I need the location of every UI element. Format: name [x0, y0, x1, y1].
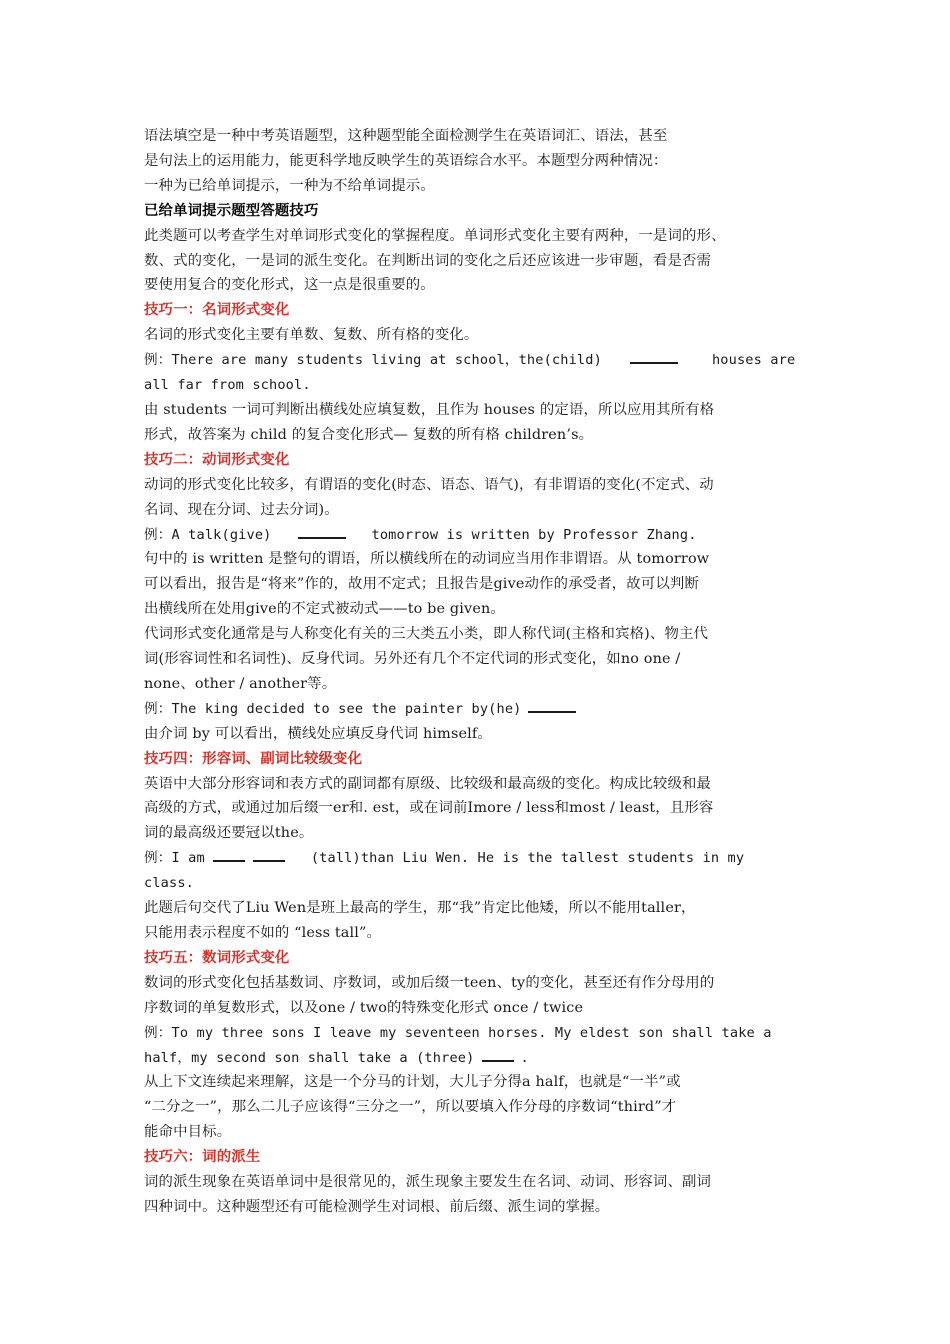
tip2-heading: 技巧二：动词形式变化 — [144, 451, 290, 468]
tip5-desc: 序数词的单复数形式，以及one / two的特殊变化形式 once / twice — [144, 999, 584, 1016]
tip3-desc: 代词形式变化通常是与人称变化有关的三大类五小类，即人称代词(主格和宾格)、物主代 — [144, 626, 709, 643]
intro-line: 一种为已给单词提示，一种为不给单词提示。 — [144, 177, 435, 194]
tip5-example — [144, 1046, 808, 1071]
tip6-desc: 四种词中。这种题型还有可能检测学生对词根、前后缀、派生词的掌握。 — [144, 1198, 610, 1215]
explanation-line: 句中的 is written 是整句的谓语，所以横线所在的动词应当用作非谓语。从 tomorrow — [144, 551, 710, 568]
tip1-example — [144, 348, 808, 373]
explanation-line: 此题后句交代了Liu Wen是班上最高的学生，那“我”肯定比他矮，所以不能用taller， — [144, 900, 696, 917]
fill-blank — [253, 848, 285, 862]
explanation-line: 由介词 by 可以看出，横线处应填反身代词 himself。 — [144, 725, 492, 742]
intro-line: 语法填空是一种中考英语题型，这种题型能全面检测学生在英语词汇、语法，甚至 — [144, 128, 668, 144]
example-text: 例：There are many students living at school，the(child) — [144, 352, 602, 369]
tip4-desc: 英语中大部分形容词和表方式的副词都有原级、比较级和最高级的变化。构成比较级和最 — [144, 775, 712, 792]
tip2-example — [144, 523, 808, 548]
tip6-desc: 词的派生现象在英语单词中是很常见的，派生现象主要发生在名词、动词、形容词、副词 — [144, 1174, 712, 1191]
tip4-desc: 高级的方式，或通过加后缀一er和. est，或在词前Imore / less和most / least，且形容 — [144, 800, 714, 817]
intro-line: 是句法上的运用能力，能更科学地反映学生的英语综合水平。本题型分两种情况： — [144, 152, 668, 169]
example-text: 例：The king decided to see the painter by(he) — [144, 700, 522, 717]
main-heading: 已给单词提示题型答题技巧 — [144, 202, 319, 219]
explanation-line: 只能用表示程度不如的 “less tall”。 — [144, 925, 382, 941]
paragraph-line: 此类题可以考查学生对单词形式变化的掌握程度。单词形式变化主要有两种，一是词的形、 — [144, 227, 726, 244]
example-text: . — [520, 1049, 529, 1066]
example-text: half，my second son shall take a (three) — [144, 1049, 475, 1066]
tip3-desc: none、other / another等。 — [144, 675, 337, 692]
tip3-desc: 词(形容词性和名词性)、反身代词。另外还有几个不定代词的形式变化，如no one / — [144, 651, 681, 668]
explanation-line: 由 students 一词可判断出横线处应填复数，且作为 houses 的定语，所以应用其所有格 — [144, 401, 715, 418]
paragraph-line: 数、式的变化，一是词的派生变化。在判断出词的变化之后还应该进一步审题，看是否需 — [144, 252, 712, 269]
explanation-line: 形式，故答案为 child 的复合变化形式— 复数的所有格 children’s。 — [144, 426, 594, 443]
tip4-example — [144, 846, 808, 871]
tip6-heading: 技巧六：词的派生 — [144, 1149, 261, 1166]
explanation-line: 可以看出，报告是“将来”作的，故用不定式；且报告是give动作的承受者，故可以判断 — [144, 576, 699, 593]
fill-blank — [528, 699, 576, 713]
tip2-desc: 名词、现在分词、过去分词)。 — [144, 501, 339, 518]
example-text: (tall)than Liu Wen. He is the tallest students in my — [310, 850, 745, 867]
tip4-heading: 技巧四：形容词、副词比较级变化 — [144, 750, 363, 767]
fill-blank — [213, 848, 245, 862]
fill-blank — [482, 1048, 514, 1062]
explanation-line: 能命中目标。 — [144, 1124, 232, 1141]
tip3-example — [144, 697, 808, 722]
example-text: class. — [144, 875, 195, 892]
tip5-heading: 技巧五：数词形式变化 — [144, 949, 290, 966]
explanation-line: “二分之一”，那么二儿子应该得“三分之一”，所以要填入作分母的序数词“third”才 — [144, 1099, 677, 1116]
tip4-desc: 词的最高级还要冠以the。 — [144, 825, 314, 842]
example-text: houses are — [711, 352, 796, 369]
example-text: 例：A talk(give) — [144, 526, 272, 543]
fill-blank — [298, 525, 346, 539]
tip5-desc: 数词的形式变化包括基数词、序数词，或加后缀一teen、ty的变化，甚至还有作分母用的 — [144, 974, 715, 991]
tip1-heading: 技巧一：名词形式变化 — [144, 302, 290, 319]
example-text: all far from school. — [144, 377, 311, 394]
example-text: 例：I am — [144, 850, 205, 867]
tip1-desc: 名词的形式变化主要有单数、复数、所有格的变化。 — [144, 327, 479, 344]
document-body — [144, 124, 808, 1220]
paragraph-line: 要使用复合的变化形式，这一点是很重要的。 — [144, 277, 435, 294]
fill-blank — [630, 350, 678, 364]
example-text: tomorrow is written by Professor Zhang. — [371, 526, 697, 543]
example-text: 例：To my three sons I leave my seventeen horses. My eldest son shall take a — [144, 1024, 772, 1041]
explanation-line: 从上下文连续起来理解，这是一个分马的计划，大儿子分得a half，也就是“一半”或 — [144, 1074, 681, 1091]
explanation-line: 出横线所在处用give的不定式被动式——to be given。 — [144, 601, 505, 618]
tip2-desc: 动词的形式变化比较多，有谓语的变化(时态、语态、语气)，有非谓语的变化(不定式、动 — [144, 476, 714, 493]
